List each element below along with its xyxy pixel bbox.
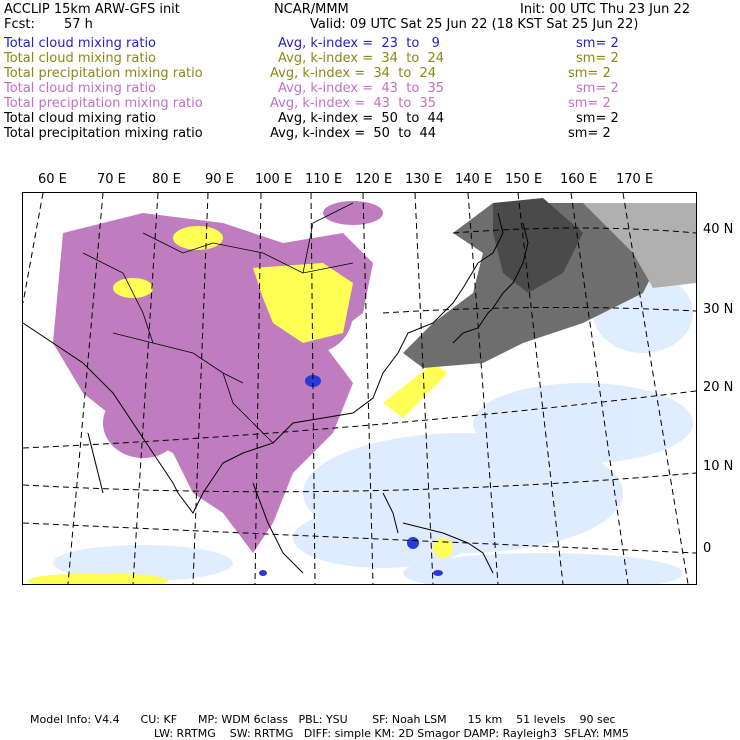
legend-row-6-sm: sm= 2 <box>576 111 619 126</box>
lon-label: 130 E <box>405 172 443 187</box>
lat-label: 20 N <box>703 380 734 395</box>
legend-row-1-sm: sm= 2 <box>576 36 619 51</box>
lon-label: 80 E <box>152 172 181 187</box>
map-panel <box>22 192 697 585</box>
legend-row-2-name: Total cloud mixing ratio <box>4 51 157 66</box>
legend-row-7-sm: sm= 2 <box>568 126 611 141</box>
legend-row-1-avg: Avg, k-index = 23 to 9 <box>278 36 440 51</box>
model-info-line1: Model Info: V4.4 CU: KF MP: WDM 6class PBL: YSU SF: Noah LSM 15 km 51 levels 90 sec <box>30 713 616 726</box>
lon-label: 170 E <box>616 172 654 187</box>
lon-label: 140 E <box>455 172 493 187</box>
legend-row-3-sm: sm= 2 <box>568 66 611 81</box>
init-time: Init: 00 UTC Thu 23 Jun 22 <box>520 2 691 17</box>
legend-row-3-avg: Avg, k-index = 34 to 24 <box>270 66 437 81</box>
lat-label: 30 N <box>703 302 734 317</box>
lat-label: 0 <box>703 541 712 556</box>
institution: NCAR/MMM <box>274 2 349 17</box>
legend-row-2-sm: sm= 2 <box>576 51 619 66</box>
valid-time: Valid: 09 UTC Sat 25 Jun 22 (18 KST Sat 25 Jun 22) <box>310 17 639 32</box>
legend-row-2-avg: Avg, k-index = 34 to 24 <box>278 51 445 66</box>
legend-row-4-avg: Avg, k-index = 43 to 35 <box>278 81 445 96</box>
legend-row-3-name: Total precipitation mixing ratio <box>4 66 203 81</box>
lon-label: 150 E <box>505 172 543 187</box>
legend-row-4-sm: sm= 2 <box>576 81 619 96</box>
legend-row-7-avg: Avg, k-index = 50 to 44 <box>270 126 437 141</box>
lon-label: 90 E <box>205 172 234 187</box>
fcst-hours: 57 h <box>64 17 93 32</box>
lat-label: 10 N <box>703 459 734 474</box>
model-title: ACCLIP 15km ARW-GFS init <box>4 2 180 17</box>
lon-label: 160 E <box>560 172 598 187</box>
lon-label: 100 E <box>255 172 293 187</box>
lon-label: 120 E <box>355 172 393 187</box>
legend-row-5-name: Total precipitation mixing ratio <box>4 96 203 111</box>
lon-label: 60 E <box>38 172 67 187</box>
lon-label: 70 E <box>97 172 126 187</box>
fcst-label: Fcst: <box>4 17 35 32</box>
model-info-line2: LW: RRTMG SW: RRTMG DIFF: simple KM: 2D Smagor DAMP: Rayleigh3 SFLAY: MM5 <box>154 727 629 740</box>
legend-row-4-name: Total cloud mixing ratio <box>4 81 157 96</box>
legend-row-6-name: Total cloud mixing ratio <box>4 111 157 126</box>
lat-label: 40 N <box>703 222 734 237</box>
legend-row-6-avg: Avg, k-index = 50 to 44 <box>278 111 445 126</box>
lon-label: 110 E <box>305 172 343 187</box>
legend-row-5-sm: sm= 2 <box>568 96 611 111</box>
legend-row-5-avg: Avg, k-index = 43 to 35 <box>270 96 437 111</box>
legend-row-1-name: Total cloud mixing ratio <box>4 36 157 51</box>
legend-row-7-name: Total precipitation mixing ratio <box>4 126 203 141</box>
